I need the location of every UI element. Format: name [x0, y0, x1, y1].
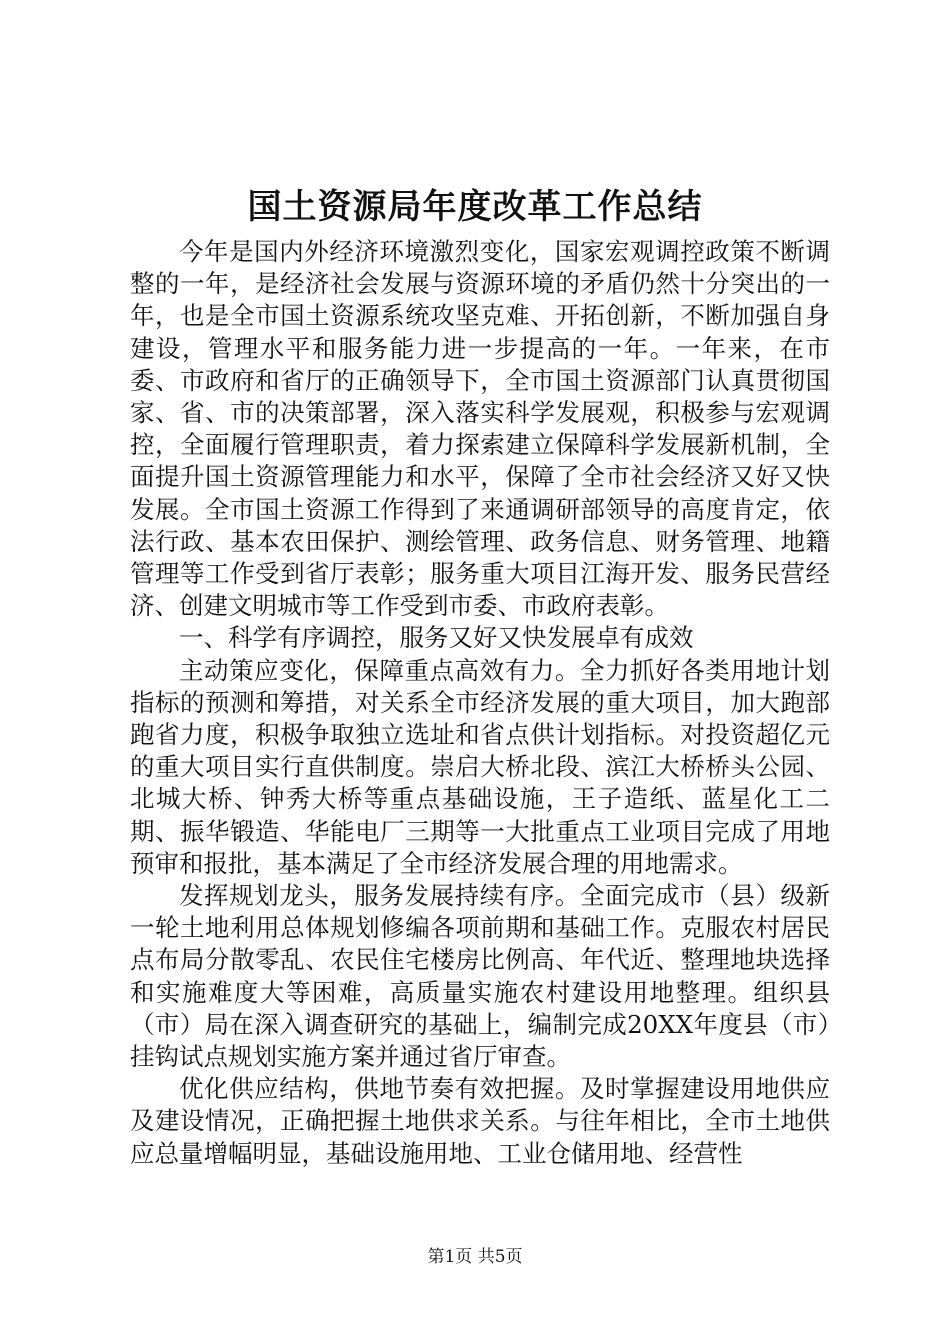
- document-title: 国土资源局年度改革工作总结: [247, 187, 703, 227]
- page-footer: 第1页 共5页: [427, 1247, 523, 1267]
- paragraph-planning: 发挥规划龙头，服务发展持续有序。全面完成市（县）级新一轮土地利用总体规划修编各项前期和基础工作。克服农村居民点布局分散零乱、农民住宅楼房比例高、年代近、整理地块选择和实施难度大等困难，高质量实施农村建设用地整理。组织县（市）局在深入调查研究的基础上，编制完成20XX年度县（市）挂钩试点规划实施方案并通过省厅审查。: [130, 881, 830, 1072]
- document-body: [130, 236, 830, 1170]
- paragraph-supply-priority: 主动策应变化，保障重点高效有力。全力抓好各类用地计划指标的预测和筹措，对关系全市经济发展的重大项目，加大跑部跑省力度，积极争取独立选址和省点供计划指标。对投资超亿元的重大项目实行直供制度。崇启大桥北段、滨江大桥桥头公园、北城大桥、钟秀大桥等重点基础设施，王子造纸、蓝星化工二期、振华锻造、华能电厂三期等一大批重点工业项目完成了用地预审和报批，基本满足了全市经济发展合理的用地需求。: [130, 655, 830, 878]
- section-heading: 一、科学有序调控，服务又好又快发展卓有成效: [179, 623, 694, 653]
- paragraph-supply-structure: 优化供应结构，供地节奏有效把握。及时掌握建设用地供应及建设情况，正确把握土地供求关系。与往年相比，全市土地供应总量增幅明显，基础设施用地、工业仓储用地、经营性: [130, 1074, 830, 1168]
- intro-paragraph: 今年是国内外经济环境激烈变化，国家宏观调控政策不断调整的一年，是经济社会发展与资源环境的矛盾仍然十分突出的一年，也是全市国土资源系统攻坚克难、开拓创新，不断加强自身建设，管理水平和服务能力进一步提高的一年。一年来，在市委、市政府和省厅的正确领导下，全市国土资源部门认真贯彻国家、省、市的决策部署，深入落实科学发展观，积极参与宏观调控，全面履行管理职责，着力探索建立保障科学发展新机制，全面提升国土资源管理能力和水平，保障了全市社会经济又好又快发展。全市国土资源工作得到了来通调研部领导的高度肯定，依法行政、基本农田保护、测绘管理、政务信息、财务管理、地籍管理等工作受到省厅表彰；服务重大项目江海开发、服务民营经济、创建文明城市等工作受到市委、市政府表彰。: [130, 237, 830, 621]
